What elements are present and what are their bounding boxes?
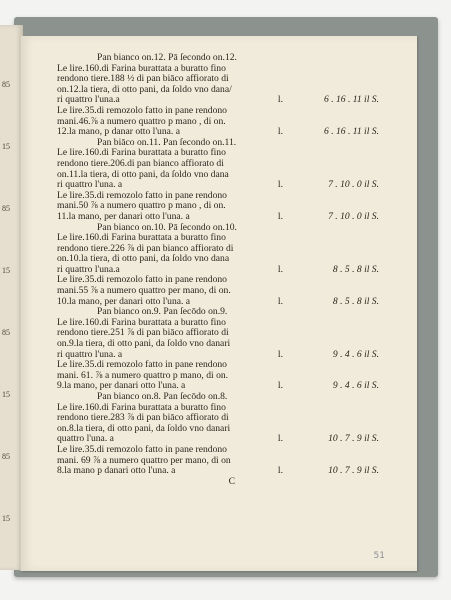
ledger-line — [57, 191, 385, 202]
line-text: rendono tiere.226 ⅞ di pan bianco affiorato di — [57, 243, 234, 254]
pencil-folio-number: 51 — [373, 551, 385, 561]
price-amount: 7 . 10 . 0 il S. — [328, 210, 379, 222]
ledger-line — [57, 381, 385, 392]
leaf-edge-mark: 85 — [2, 80, 10, 89]
ledger-line — [57, 233, 385, 244]
line-text: on.9.la tiera, di otto pani, da ſoldo vno danari — [57, 339, 231, 350]
lire-mark: l. — [277, 179, 283, 191]
line-text: on.11.la tiera, di otto pani, da ſoldo vno dana — [57, 169, 229, 180]
lire-mark: l. — [277, 348, 283, 360]
leaf-edge-mark: 85 — [2, 204, 10, 213]
line-text: ri quattro l'una. a — [57, 349, 123, 360]
price-amount: 9 . 4 . 6 il S. — [332, 380, 379, 392]
price-amount: 7 . 10 . 0 il S. — [328, 179, 379, 191]
line-text: Pan bianco on.12. Pā ſecondo on.12. — [97, 53, 237, 63]
ledger-line — [57, 64, 385, 75]
ledger-line — [57, 212, 385, 223]
ledger-line — [57, 466, 385, 477]
line-text: 11.la mano, per danari otto l'una. a — [57, 211, 190, 222]
line-text: quattro l'una. a — [57, 434, 114, 445]
line-text: Le lire.160.di Farina burattata a buratto fino — [57, 233, 226, 244]
line-text: mani. 61. ⅞ a numero quattro p mano, di on. — [57, 370, 229, 381]
section-heading — [57, 392, 385, 403]
price-amount: 10 . 7 . 9 il S. — [328, 465, 379, 477]
line-text: Le lire.160.di Farina burattata a buratto fino — [57, 317, 226, 328]
line-text: 10.la mano, per danari otto l'una. a — [57, 296, 191, 307]
price-amount: 6 . 16 . 11 il S. — [324, 94, 379, 106]
ledger-line — [57, 318, 385, 329]
ledger-text — [57, 53, 385, 487]
leaf-edge-mark: 15 — [2, 514, 10, 523]
lire-mark: l. — [277, 263, 283, 275]
ledger-line — [57, 159, 385, 170]
ledger-line — [57, 434, 385, 445]
line-text: 9.la mano, per danari otto l'una. a — [57, 381, 186, 392]
lire-mark: l. — [277, 465, 283, 477]
lire-mark: l. — [277, 295, 283, 307]
leaf-edge-mark: 15 — [2, 142, 10, 151]
ledger-line — [57, 180, 385, 191]
lire-mark: l. — [277, 210, 283, 222]
ledger-line — [57, 360, 385, 371]
line-text: rendono tiere.251 ⅞ di pan biāco affiorato di — [57, 328, 229, 339]
ledger-line — [57, 244, 385, 255]
book-page — [20, 36, 417, 571]
ledger-line — [57, 350, 385, 361]
line-text: Le lire.160.di Farina burattata a buratto fino — [57, 402, 226, 413]
price-amount: 10 . 7 . 9 il S. — [328, 433, 379, 445]
ledger-line — [57, 265, 385, 276]
leaf-edge-mark: 15 — [2, 390, 10, 399]
leaf-edge-mark: 15 — [2, 266, 10, 275]
ledger-line — [57, 95, 385, 106]
section-heading — [57, 138, 385, 149]
ledger-line — [57, 403, 385, 414]
line-text: Le lire.35.di remozolo fatto in pane rendono — [57, 190, 227, 201]
ledger-line — [57, 74, 385, 85]
line-text: Le lire.35.di remozolo fatto in pane rendono — [57, 105, 227, 116]
line-text: on.8.la tiera, di otto pani, da ſoldo vno danari — [57, 423, 231, 434]
price-amount: 9 . 4 . 6 il S. — [332, 348, 379, 360]
lire-mark: l. — [277, 94, 283, 106]
price-amount: 8 . 5 . 8 il S. — [332, 295, 379, 307]
line-text: Le lire.35.di remozolo fatto in pane rendono — [57, 275, 227, 286]
line-text: rendono tiere.206.di pan bianco affiorato di — [57, 158, 224, 169]
line-text: Pan bianco on.9. Pan ſecōdo on.9. — [97, 307, 228, 318]
ledger-line — [57, 106, 385, 117]
line-text: mani.55 ⅞ a numero quattro per mano, di on. — [57, 286, 231, 297]
ledger-line — [57, 297, 385, 308]
line-text: on.10.la tiera, di otto pani, da ſoldo vno dana — [57, 254, 230, 265]
line-text: 8.la mano p danari otto l'una. a — [57, 466, 176, 477]
leaf-edge-mark: 85 — [2, 328, 10, 337]
line-text: ri quattro l'una.a — [57, 264, 120, 275]
price-amount: 8 . 5 . 8 il S. — [332, 263, 379, 275]
section-heading — [57, 307, 385, 318]
line-text: on.12.la tiera, di otto pani, da ſoldo vno dana/ — [57, 84, 232, 95]
line-text: ri quattro l'una. a — [57, 180, 123, 191]
ledger-line — [57, 148, 385, 159]
price-amount: 6 . 16 . 11 il S. — [324, 126, 379, 138]
line-text: Pan bianco on.8. Pan ſecōdo on.8. — [97, 392, 228, 402]
line-text: mani. 69 ⅞ a numero quattro per mano, di on — [57, 455, 231, 466]
ledger-line — [57, 275, 385, 286]
lire-mark: l. — [277, 126, 283, 138]
ledger-line — [57, 445, 385, 456]
line-text: Pan bianco on.10. Pā ſecondo on.10. — [97, 222, 237, 233]
line-text: Pan biāco on.11. Pan ſecondo on.11. — [97, 137, 237, 148]
line-text: rendono tiere.283 ⅞ di pan biāco affiorato di — [57, 413, 229, 424]
lire-mark: l. — [277, 380, 283, 392]
ledger-line — [57, 127, 385, 138]
line-text: mani.46.⅞ a numero quattro p mano , di on. — [57, 116, 226, 127]
section-heading — [57, 223, 385, 234]
lire-mark: l. — [277, 433, 283, 445]
ledger-line — [57, 413, 385, 424]
line-text: Le lire.35.di remozolo fatto in pane rendono — [57, 444, 227, 455]
line-text: Le lire.35.di remozolo fatto in pane rendono — [57, 360, 227, 371]
leaf-edge-mark: 85 — [2, 452, 10, 461]
line-text: 12.la mano, p danar otto l'una. a — [57, 127, 180, 138]
line-text: mani.50 ⅞ a numero quattro p mano , di on. — [57, 201, 226, 212]
line-text: Le lire.160.di Farina burattata a buratto fino — [57, 63, 226, 74]
section-heading — [57, 53, 385, 64]
ledger-line — [57, 328, 385, 339]
line-text: rendono tiere.188 ½ di pan biāco affiorato di — [57, 74, 229, 85]
signature-mark: C — [228, 475, 235, 487]
line-text: Le lire.160.di Farina burattata a buratto fino — [57, 148, 226, 159]
line-text: ri quattro l'una.a — [57, 95, 120, 106]
